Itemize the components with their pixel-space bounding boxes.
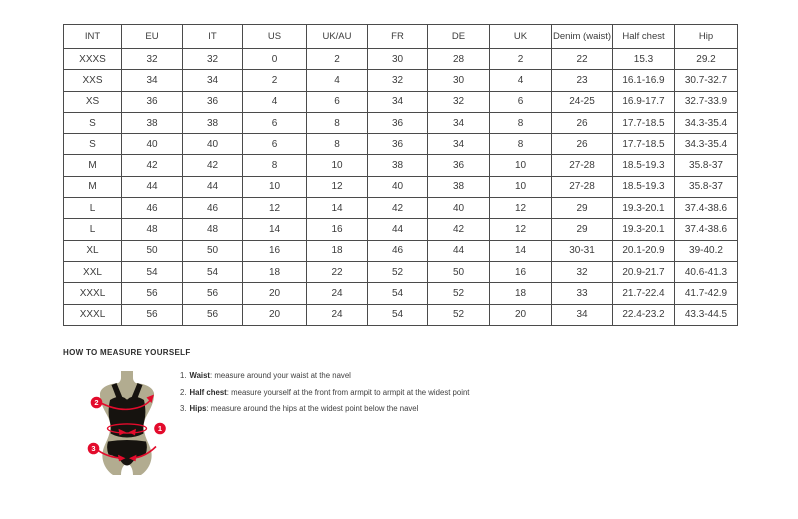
table-cell: 56 [183, 283, 243, 304]
table-cell: 10 [490, 155, 552, 176]
table-cell: 4 [307, 70, 368, 91]
table-cell: 2 [307, 49, 368, 70]
table-cell: 22.4-23.2 [613, 304, 675, 325]
table-cell: 46 [368, 240, 428, 261]
table-cell: 34 [428, 112, 490, 133]
table-cell: 42 [122, 155, 183, 176]
table-cell: 35.8-37 [675, 155, 738, 176]
table-cell: 20 [243, 304, 307, 325]
table-cell: 8 [243, 155, 307, 176]
table-cell: 18 [490, 283, 552, 304]
measure-section-title: HOW TO MEASURE YOURSELF [63, 348, 191, 357]
table-cell: 34 [368, 91, 428, 112]
step-number: 1. [180, 371, 187, 380]
table-cell: 36 [368, 134, 428, 155]
table-row [64, 176, 738, 197]
table-cell: 54 [368, 283, 428, 304]
table-cell: 52 [368, 261, 428, 282]
table-cell: 38 [122, 112, 183, 133]
step-text: : measure around your waist at the navel [210, 371, 351, 380]
table-cell: 26 [552, 134, 613, 155]
column-header: Half chest [613, 25, 675, 49]
table-cell: 2 [243, 70, 307, 91]
table-body [64, 49, 738, 326]
table-cell: 24-25 [552, 91, 613, 112]
table-cell: 37.4-38.6 [675, 219, 738, 240]
column-header: FR [368, 25, 428, 49]
table-cell: 17.7-18.5 [613, 134, 675, 155]
table-cell: 16.9-17.7 [613, 91, 675, 112]
table-cell: 30 [428, 70, 490, 91]
table-cell: 36 [428, 155, 490, 176]
table-cell: 40 [122, 134, 183, 155]
column-header: EU [122, 25, 183, 49]
table-cell: 30-31 [552, 240, 613, 261]
column-header: UK [490, 25, 552, 49]
table-cell: XXXL [64, 283, 122, 304]
table-cell: 8 [490, 112, 552, 133]
table-cell: S [64, 134, 122, 155]
table-cell: 16.1-16.9 [613, 70, 675, 91]
table-cell: 24 [307, 304, 368, 325]
table-cell: 28 [428, 49, 490, 70]
table-cell: 36 [368, 112, 428, 133]
table-cell: 34 [428, 134, 490, 155]
table-cell: 33 [552, 283, 613, 304]
table-cell: 35.8-37 [675, 176, 738, 197]
table-cell: 30 [368, 49, 428, 70]
table-cell: 44 [122, 176, 183, 197]
table-cell: 37.4-38.6 [675, 198, 738, 219]
table-cell: 46 [122, 198, 183, 219]
table-cell: 10 [243, 176, 307, 197]
table-cell: 50 [428, 261, 490, 282]
table-cell: 56 [122, 304, 183, 325]
table-cell: 50 [122, 240, 183, 261]
table-cell: 27-28 [552, 176, 613, 197]
table-cell: 43.3-44.5 [675, 304, 738, 325]
table-cell: 42 [428, 219, 490, 240]
table-cell: 21.7-22.4 [613, 283, 675, 304]
table-cell: 14 [243, 219, 307, 240]
table-cell: 19.3-20.1 [613, 219, 675, 240]
measure-step [180, 389, 469, 397]
table-cell: 10 [490, 176, 552, 197]
table-cell: M [64, 176, 122, 197]
table-cell: 50 [183, 240, 243, 261]
table-cell: 29 [552, 219, 613, 240]
table-row [64, 219, 738, 240]
table-cell: 48 [183, 219, 243, 240]
table-cell: 34 [183, 70, 243, 91]
table-cell: 12 [490, 219, 552, 240]
table-cell: 23 [552, 70, 613, 91]
table-cell: 8 [307, 134, 368, 155]
table-cell: XXXL [64, 304, 122, 325]
table-cell: 18.5-19.3 [613, 176, 675, 197]
table-cell: 6 [307, 91, 368, 112]
table-cell: 41.7-42.9 [675, 283, 738, 304]
table-cell: 6 [243, 134, 307, 155]
table-cell: 32.7-33.9 [675, 91, 738, 112]
table-row [64, 283, 738, 304]
column-header: IT [183, 25, 243, 49]
table-cell: 56 [122, 283, 183, 304]
step-number: 3. [180, 404, 187, 414]
svg-text:1: 1 [157, 424, 163, 433]
table-cell: 44 [428, 240, 490, 261]
table-cell: 54 [122, 261, 183, 282]
table-cell: 17.7-18.5 [613, 112, 675, 133]
table-cell: 38 [428, 176, 490, 197]
table-cell: 32 [368, 70, 428, 91]
table-cell: 30.7-32.7 [675, 70, 738, 91]
step-number: 2. [180, 387, 187, 397]
table-row [64, 112, 738, 133]
column-header: UK/AU [307, 25, 368, 49]
table-cell: 22 [307, 261, 368, 282]
table-cell: 6 [243, 112, 307, 133]
table-row [64, 49, 738, 70]
table-cell: 10 [307, 155, 368, 176]
step-text: : measure yourself at the front from armpit to armpit at the widest point [226, 387, 470, 397]
table-cell: 15.3 [613, 49, 675, 70]
table-cell: 44 [368, 219, 428, 240]
table-cell: 38 [368, 155, 428, 176]
table-row [64, 155, 738, 176]
hips-badge [88, 443, 100, 455]
table-cell: L [64, 198, 122, 219]
table-cell: 16 [307, 219, 368, 240]
step-label: Waist [189, 371, 211, 380]
table-cell: 18 [307, 240, 368, 261]
half-chest-badge [91, 397, 103, 409]
table-cell: 32 [122, 49, 183, 70]
table-row [64, 240, 738, 261]
svg-text:3: 3 [91, 444, 96, 453]
table-cell: 32 [552, 261, 613, 282]
step-label: Hips [189, 404, 207, 414]
measurement-figure [86, 369, 168, 483]
table-cell: S [64, 112, 122, 133]
table-cell: XXS [64, 70, 122, 91]
table-cell: 8 [307, 112, 368, 133]
table-cell: 34 [552, 304, 613, 325]
table-cell: 22 [552, 49, 613, 70]
table-cell: 52 [428, 283, 490, 304]
table-cell: 12 [243, 198, 307, 219]
table-row [64, 261, 738, 282]
table-cell: 29.2 [675, 49, 738, 70]
table-cell: 18 [243, 261, 307, 282]
table-cell: 46 [183, 198, 243, 219]
table-row [64, 91, 738, 112]
table-cell: 4 [243, 91, 307, 112]
table-cell: 20.1-20.9 [613, 240, 675, 261]
table-row [64, 134, 738, 155]
measure-step [180, 372, 469, 380]
table-cell: 40 [368, 176, 428, 197]
table-cell: 6 [490, 91, 552, 112]
table-cell: 44 [183, 176, 243, 197]
table-cell: 20.9-21.7 [613, 261, 675, 282]
column-header: Denim (waist) [552, 25, 613, 49]
table-cell: 39-40.2 [675, 240, 738, 261]
waist-badge [154, 423, 166, 435]
table-cell: 20 [243, 283, 307, 304]
table-cell: 2 [490, 49, 552, 70]
table-cell: 32 [428, 91, 490, 112]
table-cell: XS [64, 91, 122, 112]
table-cell: XXXS [64, 49, 122, 70]
table-cell: 19.3-20.1 [613, 198, 675, 219]
step-text: : measure around the hips at the widest point below the navel [206, 404, 419, 414]
table-cell: 18.5-19.3 [613, 155, 675, 176]
svg-text:2: 2 [94, 398, 99, 407]
table-cell: 8 [490, 134, 552, 155]
table-row [64, 70, 738, 91]
table-cell: 14 [490, 240, 552, 261]
table-cell: 34 [122, 70, 183, 91]
table-cell: 12 [307, 176, 368, 197]
table-cell: 36 [183, 91, 243, 112]
table-cell: 32 [183, 49, 243, 70]
step-label: Half chest [189, 387, 227, 397]
table-cell: XXL [64, 261, 122, 282]
table-cell: 26 [552, 112, 613, 133]
table-cell: 54 [183, 261, 243, 282]
table-cell: 29 [552, 198, 613, 219]
table-cell: 52 [428, 304, 490, 325]
table-cell: L [64, 219, 122, 240]
table-row [64, 198, 738, 219]
table-cell: 27-28 [552, 155, 613, 176]
size-chart-table [63, 24, 738, 326]
table-cell: 48 [122, 219, 183, 240]
measure-steps [180, 372, 469, 422]
table-cell: 54 [368, 304, 428, 325]
column-header: DE [428, 25, 490, 49]
table-cell: 0 [243, 49, 307, 70]
table-cell: 4 [490, 70, 552, 91]
table-cell: 16 [243, 240, 307, 261]
table-cell: XL [64, 240, 122, 261]
table-cell: 16 [490, 261, 552, 282]
column-header: Hip [675, 25, 738, 49]
table-cell: 34.3-35.4 [675, 112, 738, 133]
table-row [64, 304, 738, 325]
table-cell: 12 [490, 198, 552, 219]
table-cell: 40.6-41.3 [675, 261, 738, 282]
table-cell: 20 [490, 304, 552, 325]
table-cell: 24 [307, 283, 368, 304]
table-cell: 56 [183, 304, 243, 325]
table-cell: 40 [183, 134, 243, 155]
table-cell: 42 [368, 198, 428, 219]
mannequin-illustration-icon [86, 369, 168, 483]
table-cell: 34.3-35.4 [675, 134, 738, 155]
column-header: US [243, 25, 307, 49]
measure-step [180, 405, 469, 413]
table-cell: 38 [183, 112, 243, 133]
table-header-row [64, 25, 738, 49]
table-cell: 42 [183, 155, 243, 176]
table-cell: 36 [122, 91, 183, 112]
table-cell: M [64, 155, 122, 176]
column-header: INT [64, 25, 122, 49]
table-cell: 14 [307, 198, 368, 219]
table-cell: 40 [428, 198, 490, 219]
